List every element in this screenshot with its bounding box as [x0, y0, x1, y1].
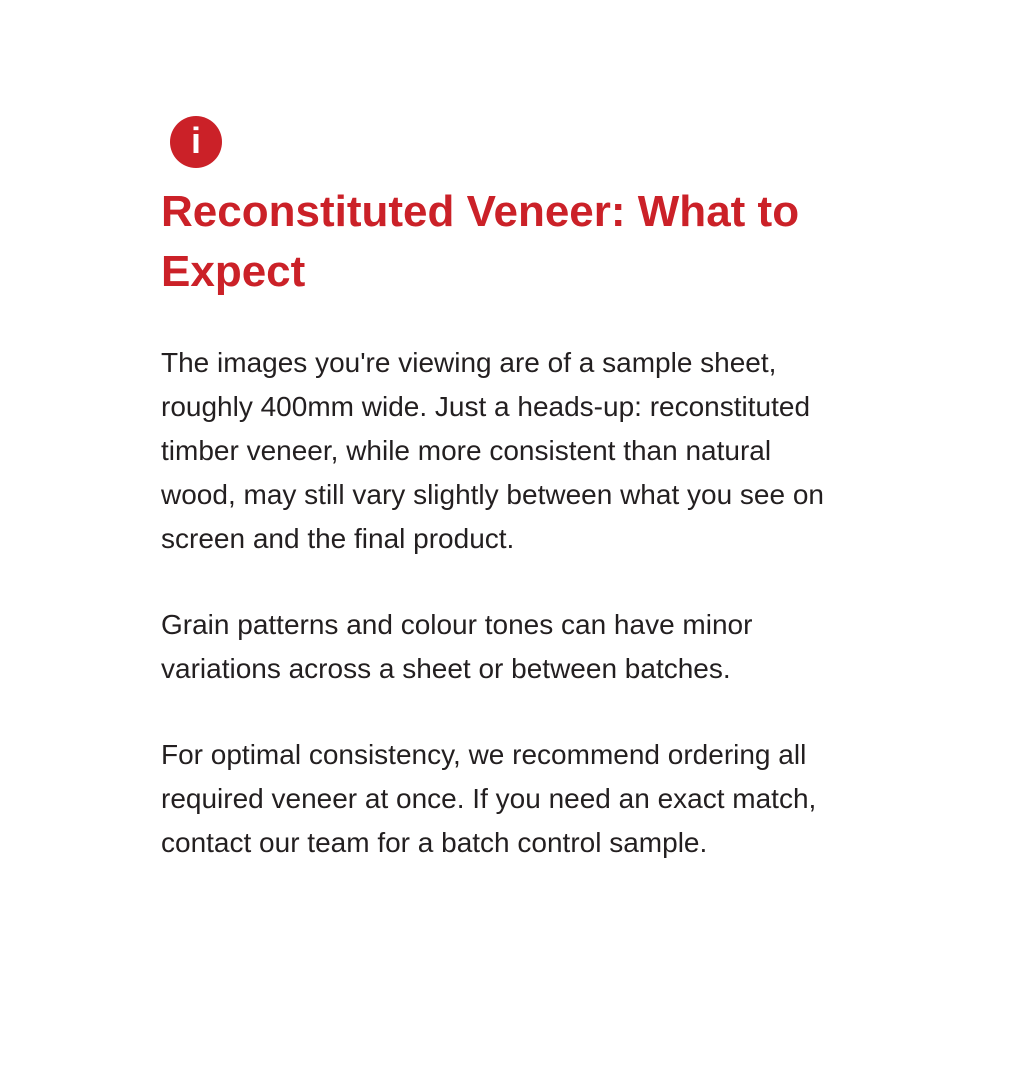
paragraph-ordering-advice: For optimal consistency, we recommend ordering all required veneer at once. If you need an exact match, contact our team for a batch control sample. [161, 739, 817, 858]
info-icon [170, 116, 222, 168]
paragraph-sample-sheet: The images you're viewing are of a sample sheet, roughly 400mm wide. Just a heads-up: reconstituted timber veneer, while more consistent than natural wood, may still vary slightly between what you see on screen and the final product. [161, 347, 824, 554]
info-section-text [161, 182, 841, 865]
paragraph-grain-variation: Grain patterns and colour tones can have minor variations across a sheet or between batches. [161, 609, 753, 684]
info-icon-glyph: i [190, 119, 201, 161]
section-title: Reconstituted Veneer: What to Expect [161, 187, 800, 296]
